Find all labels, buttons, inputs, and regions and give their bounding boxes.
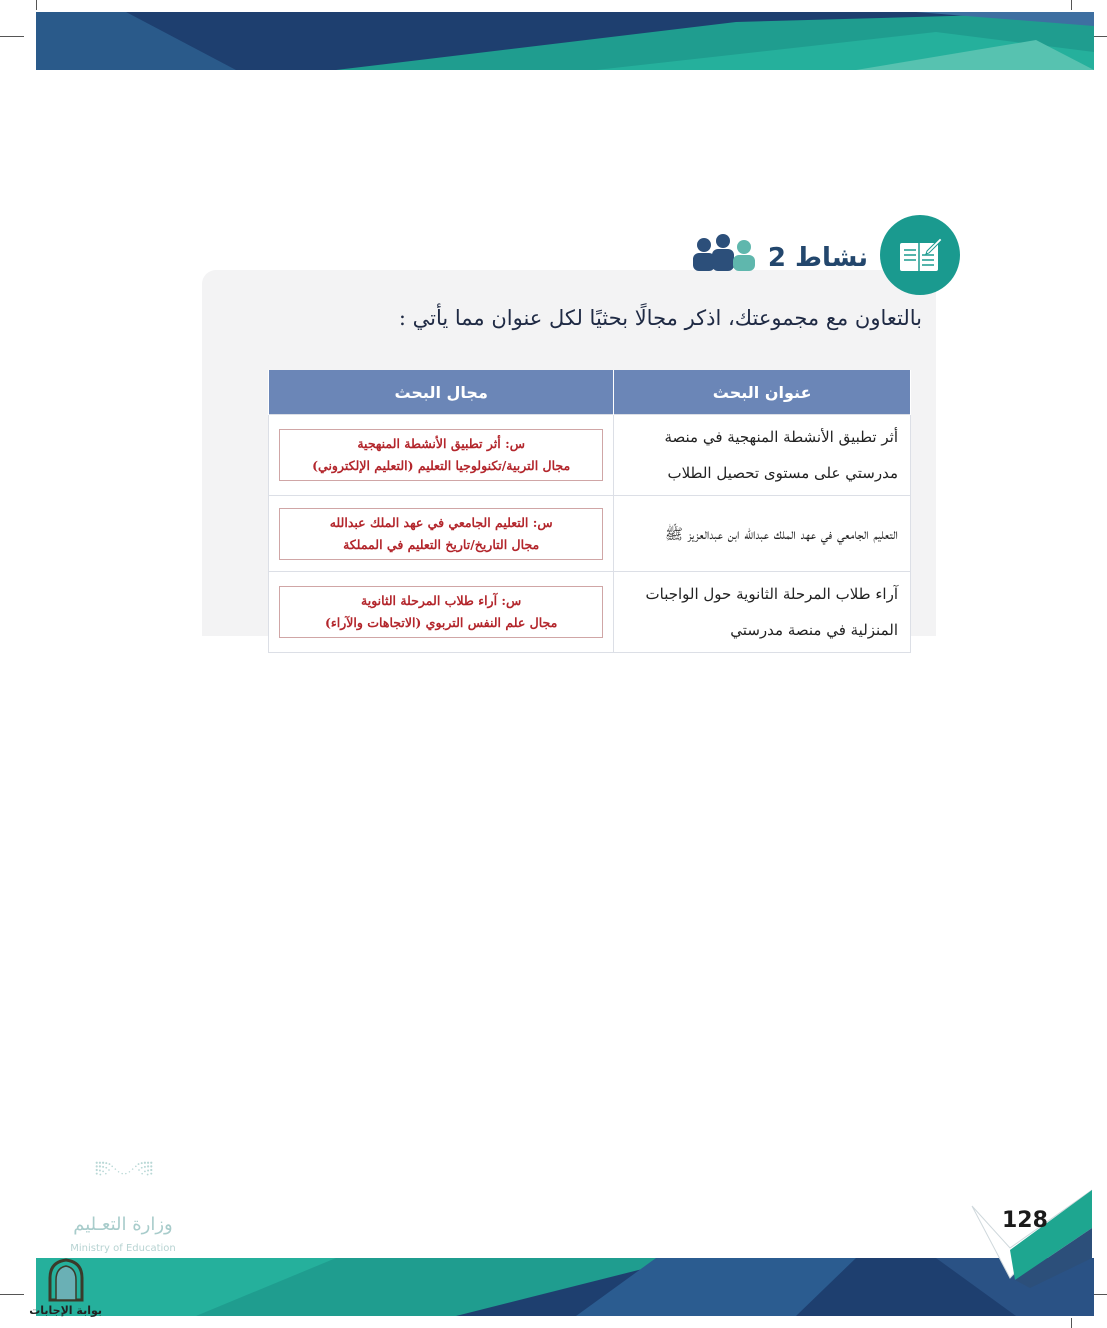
- table-row: [269, 496, 911, 572]
- answer-box: [279, 508, 603, 560]
- research-title-cell: التعليم الجامعي في عهد الملك عبدالله ابن عبدالعزيز ﷺ: [614, 496, 911, 572]
- research-field-cell: [269, 496, 614, 572]
- research-table: [268, 370, 911, 653]
- answer-line: مجال التاريخ/تاريخ التعليم في المملكة: [343, 536, 540, 552]
- top-banner: [36, 12, 1094, 70]
- crop-mark: [1071, 1318, 1072, 1328]
- crop-mark: [1071, 0, 1072, 10]
- notebook-pencil-icon: [897, 235, 943, 275]
- research-title-cell: آراء طلاب المرحلة الثانوية حول الواجبات المنزلية في منصة مدرستي: [614, 572, 911, 653]
- ministry-logo-dots: [58, 1160, 190, 1210]
- research-title-cell: أثر تطبيق الأنشطة المنهجية في منصة مدرستي على مستوى تحصيل الطلاب: [614, 415, 911, 496]
- watermark-text: بوابة الإجابات: [29, 1304, 102, 1317]
- answer-line: س: أثر تطبيق الأنشطة المنهجية: [357, 436, 525, 451]
- research-field-cell: [269, 415, 614, 496]
- ministry-name-english: Ministry of Education: [70, 1243, 176, 1254]
- bottom-banner: [36, 1258, 1094, 1316]
- research-field-cell: [269, 572, 614, 653]
- answer-line: مجال علم النفس التربوي (الاتجاهات والآراء): [325, 615, 558, 630]
- crop-mark: [36, 0, 37, 10]
- answer-line: س: التعليم الجامعي في عهد الملك عبدالله: [329, 514, 553, 530]
- table-header-row: [269, 370, 911, 415]
- activity-title: نشاط 2: [767, 243, 868, 273]
- crop-mark: [0, 36, 24, 37]
- arch-logo-icon: [44, 1258, 88, 1302]
- answer-line: مجال التربية/تكنولوجيا التعليم (التعليم الإلكتروني): [312, 458, 571, 473]
- answer-box: [279, 429, 603, 481]
- header-research-title: عنوان البحث: [614, 370, 911, 415]
- activity-circle: [880, 215, 960, 295]
- ministry-name-arabic: وزارة التعـليم: [73, 1214, 173, 1235]
- answer-line: س: آراء طلاب المرحلة الثانوية: [361, 593, 522, 608]
- table-row: [269, 572, 911, 653]
- watermark: [30, 1258, 102, 1317]
- page-corner-decoration: [970, 1188, 1095, 1298]
- crop-mark: [0, 1294, 24, 1295]
- activity-header: [690, 215, 960, 295]
- group-people-icon: [690, 233, 760, 275]
- activity-instruction: بالتعاون مع مجموعتك، اذكر مجالًا بحثيًا لكل عنوان مما يأتي :: [398, 306, 922, 330]
- header-research-field: مجال البحث: [269, 370, 614, 415]
- answer-box: [279, 586, 603, 638]
- page-number: 128: [1002, 1208, 1048, 1233]
- table-row: [269, 415, 911, 496]
